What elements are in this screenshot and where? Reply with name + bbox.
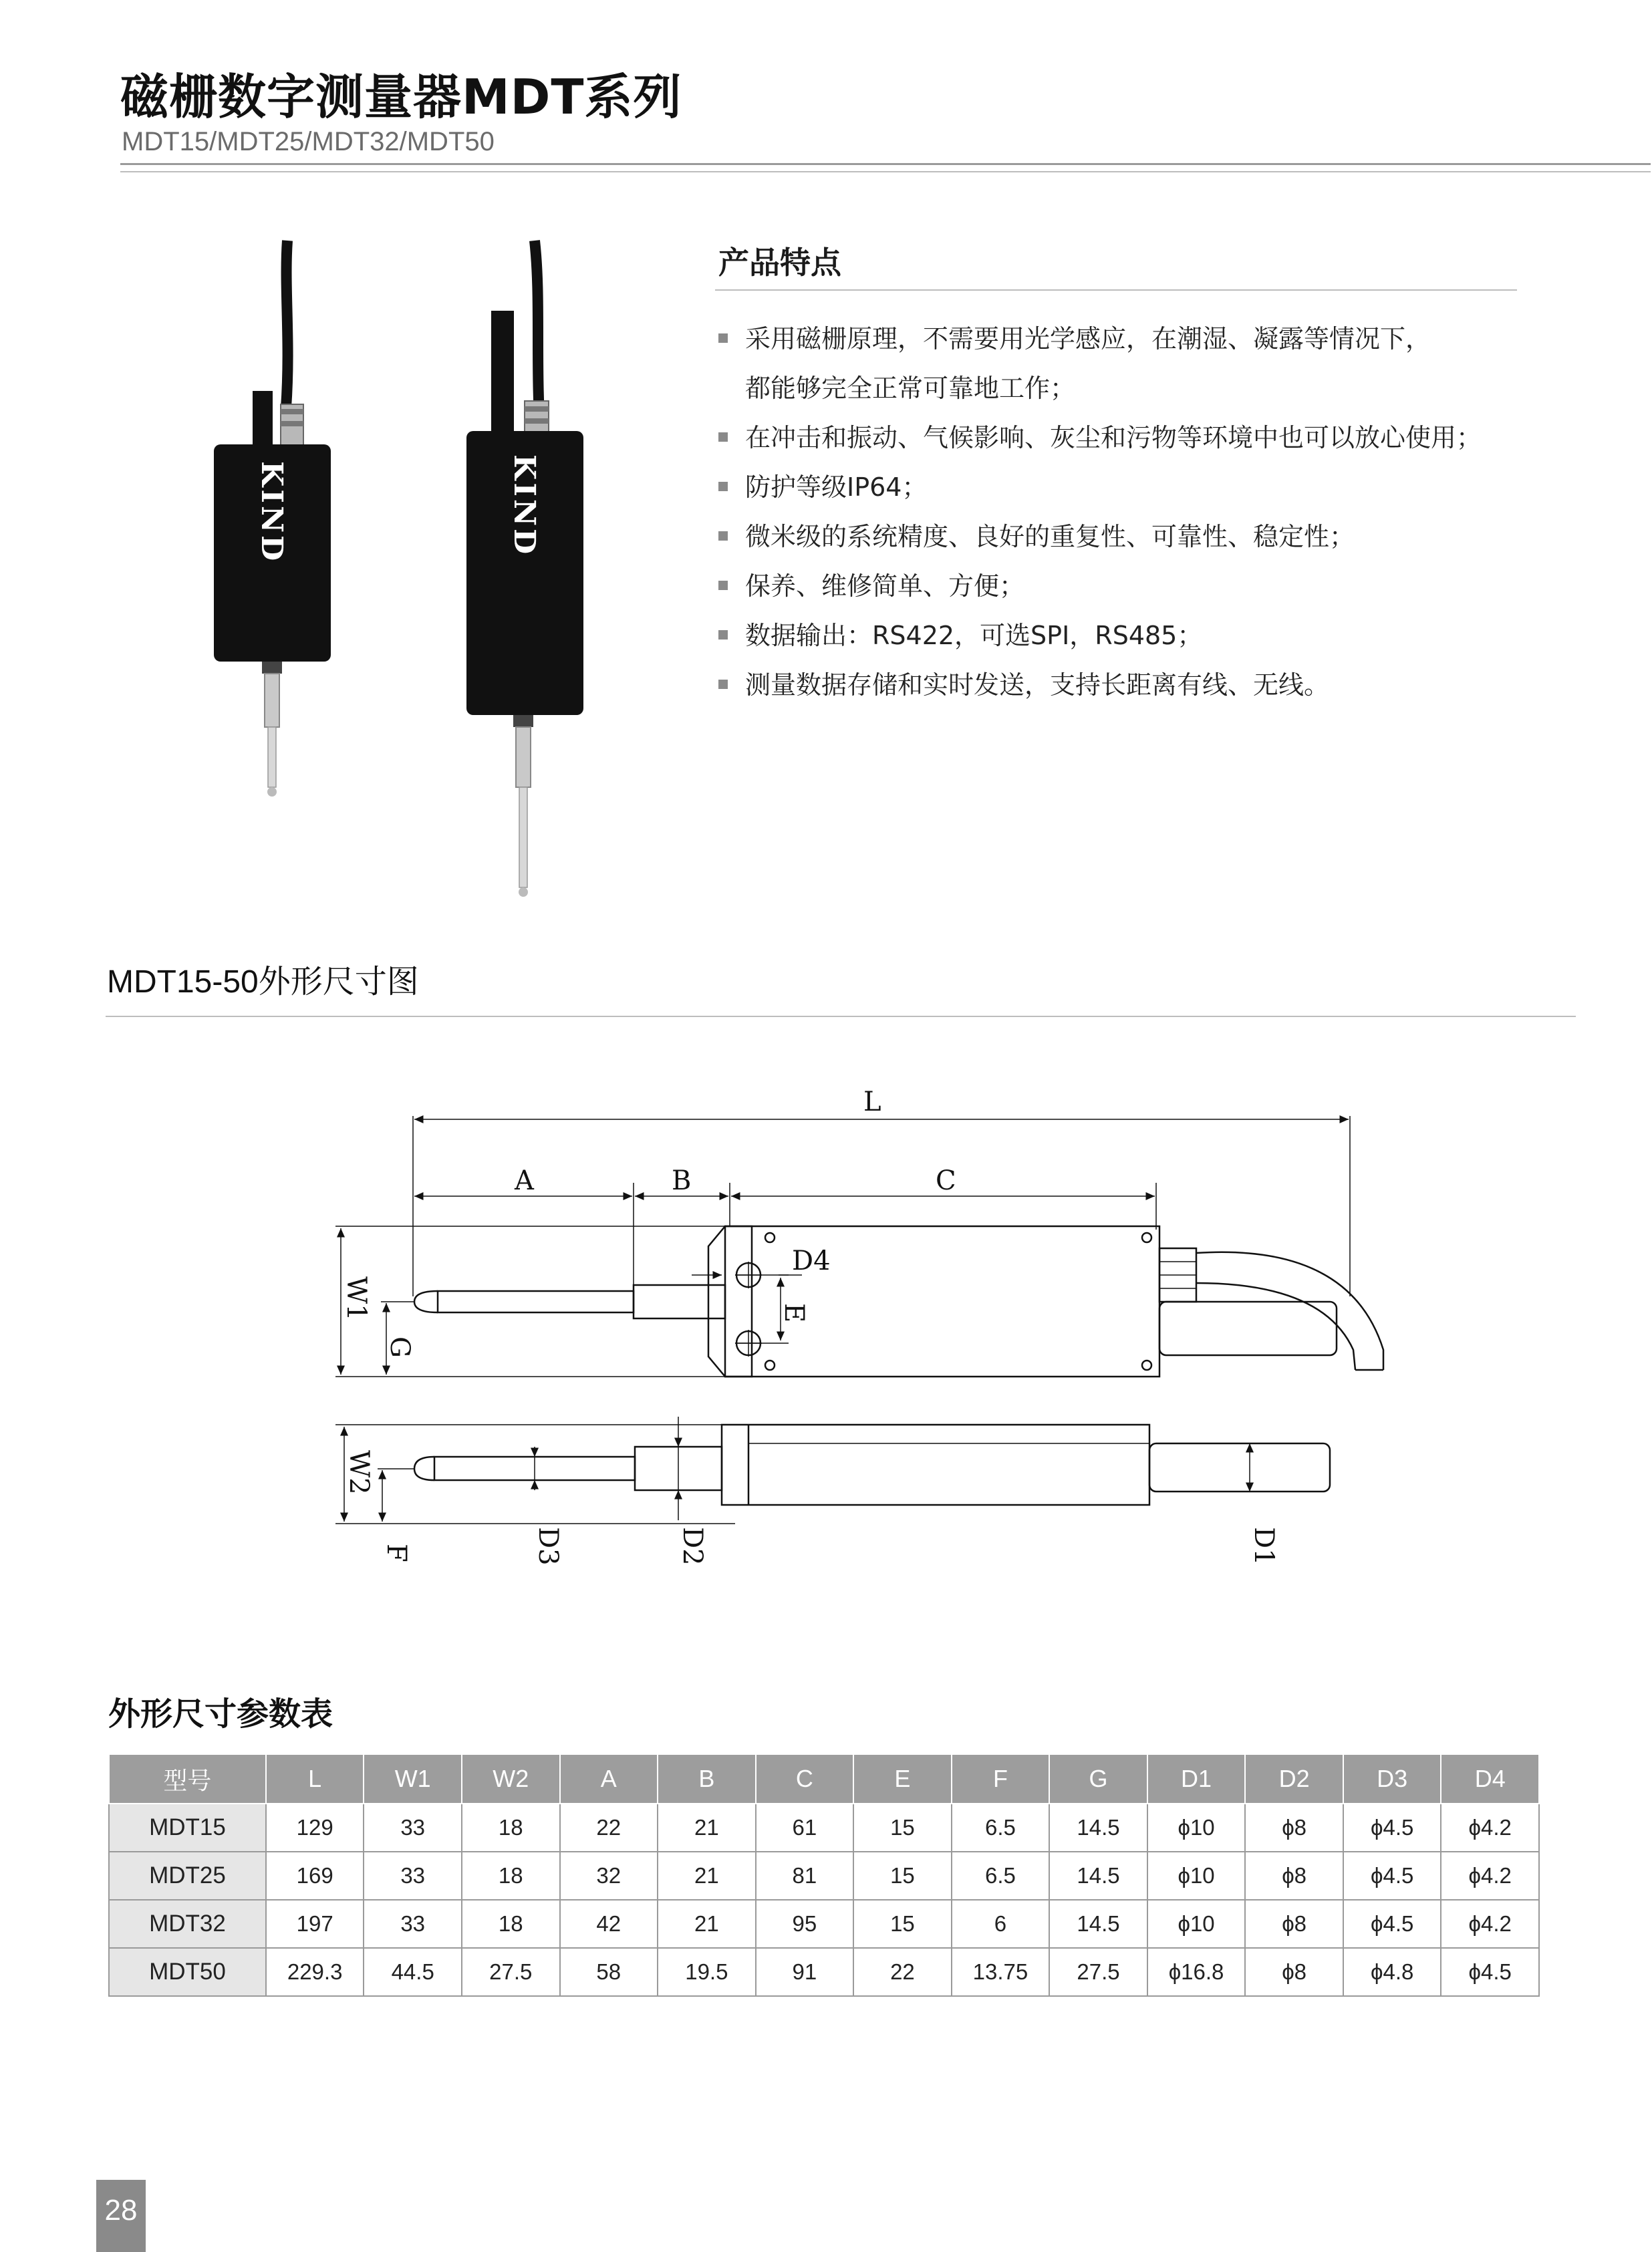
col-E: E <box>853 1754 952 1804</box>
device-short-logo: KIND <box>255 461 289 564</box>
col-W1: W1 <box>364 1754 462 1804</box>
bullet-icon <box>718 680 728 689</box>
drawing-title: MDT15-50外形尺寸图 <box>107 964 419 1000</box>
table-row: MDT32 197 33 18 42 21 95 15 6 14.5 ϕ10 ϕ8 ϕ4.5 ϕ4.2 <box>109 1900 1539 1948</box>
page-subtitle: MDT15/MDT25/MDT32/MDT50 <box>122 127 495 156</box>
label-E: E <box>779 1303 809 1323</box>
product-photo <box>187 234 722 936</box>
label-D4: D4 <box>792 1246 831 1276</box>
col-F: F <box>952 1754 1050 1804</box>
feature-item: 微米级的系统精度、良好的重复性、可靠性、稳定性； <box>718 512 1574 561</box>
dimension-table <box>108 1753 1540 1997</box>
bullet-icon <box>718 531 728 541</box>
col-L: L <box>266 1754 364 1804</box>
col-B: B <box>658 1754 756 1804</box>
header-divider-thin <box>120 171 1651 172</box>
col-C: C <box>756 1754 854 1804</box>
page-title: 磁栅数字测量器MDT系列 <box>120 69 682 125</box>
label-D3: D3 <box>533 1527 563 1566</box>
dimension-drawing <box>321 1083 1457 1590</box>
label-L: L <box>863 1087 881 1117</box>
label-A: A <box>515 1165 534 1196</box>
feature-item: 在冲击和振动、气候影响、灰尘和污物等环境中也可以放心使用； <box>718 413 1574 462</box>
bullet-icon <box>718 482 728 491</box>
label-W2: W2 <box>343 1450 374 1495</box>
label-D1: D1 <box>1248 1527 1279 1566</box>
bullet-icon <box>718 432 728 442</box>
bullet-icon <box>718 630 728 640</box>
feature-item: 测量数据存储和实时发送，支持长距离有线、无线。 <box>718 660 1574 710</box>
col-D1: D1 <box>1147 1754 1246 1804</box>
feature-item: 防护等级IP64； <box>718 462 1574 512</box>
device-short <box>214 241 331 797</box>
page-number: 28 <box>96 2180 146 2252</box>
table-row: MDT50 229.3 44.5 27.5 58 19.5 91 22 13.75 27.5 ϕ16.8 ϕ8 ϕ4.8 ϕ4.5 <box>109 1948 1539 1996</box>
col-D3: D3 <box>1343 1754 1441 1804</box>
col-D4: D4 <box>1441 1754 1539 1804</box>
device-long <box>466 241 583 897</box>
label-G: G <box>384 1336 415 1358</box>
col-W2: W2 <box>462 1754 560 1804</box>
label-C: C <box>936 1165 956 1196</box>
feature-item: 保养、维修简单、方便； <box>718 561 1574 611</box>
col-A: A <box>560 1754 658 1804</box>
label-B: B <box>672 1165 692 1196</box>
col-D2: D2 <box>1245 1754 1343 1804</box>
table-header-row <box>109 1754 1539 1804</box>
table-title: 外形尺寸参数表 <box>108 1695 333 1733</box>
label-F: F <box>381 1544 412 1562</box>
bullet-icon <box>718 581 728 590</box>
feature-item: 数据输出：RS422，可选SPI，RS485； <box>718 611 1574 660</box>
features-list <box>718 314 1574 710</box>
table-row: MDT25 169 33 18 32 21 81 15 6.5 14.5 ϕ10 ϕ8 ϕ4.5 ϕ4.2 <box>109 1852 1539 1900</box>
label-W1: W1 <box>341 1276 372 1321</box>
table-row: MDT15 129 33 18 22 21 61 15 6.5 14.5 ϕ10 ϕ8 ϕ4.5 ϕ4.2 <box>109 1804 1539 1852</box>
features-divider <box>715 289 1517 291</box>
device-long-logo: KIND <box>507 454 541 557</box>
bullet-icon <box>718 333 728 343</box>
drawing-divider <box>106 1016 1576 1017</box>
col-model: 型号 <box>109 1754 266 1804</box>
header-divider <box>120 163 1651 165</box>
features-title: 产品特点 <box>718 245 841 281</box>
label-D2: D2 <box>677 1527 708 1566</box>
feature-item-continued: 都能够完全正常可靠地工作； <box>745 374 1076 403</box>
feature-item: 采用磁栅原理，不需要用光学感应，在潮湿、凝露等情况下， <box>718 314 1574 364</box>
col-G: G <box>1049 1754 1147 1804</box>
